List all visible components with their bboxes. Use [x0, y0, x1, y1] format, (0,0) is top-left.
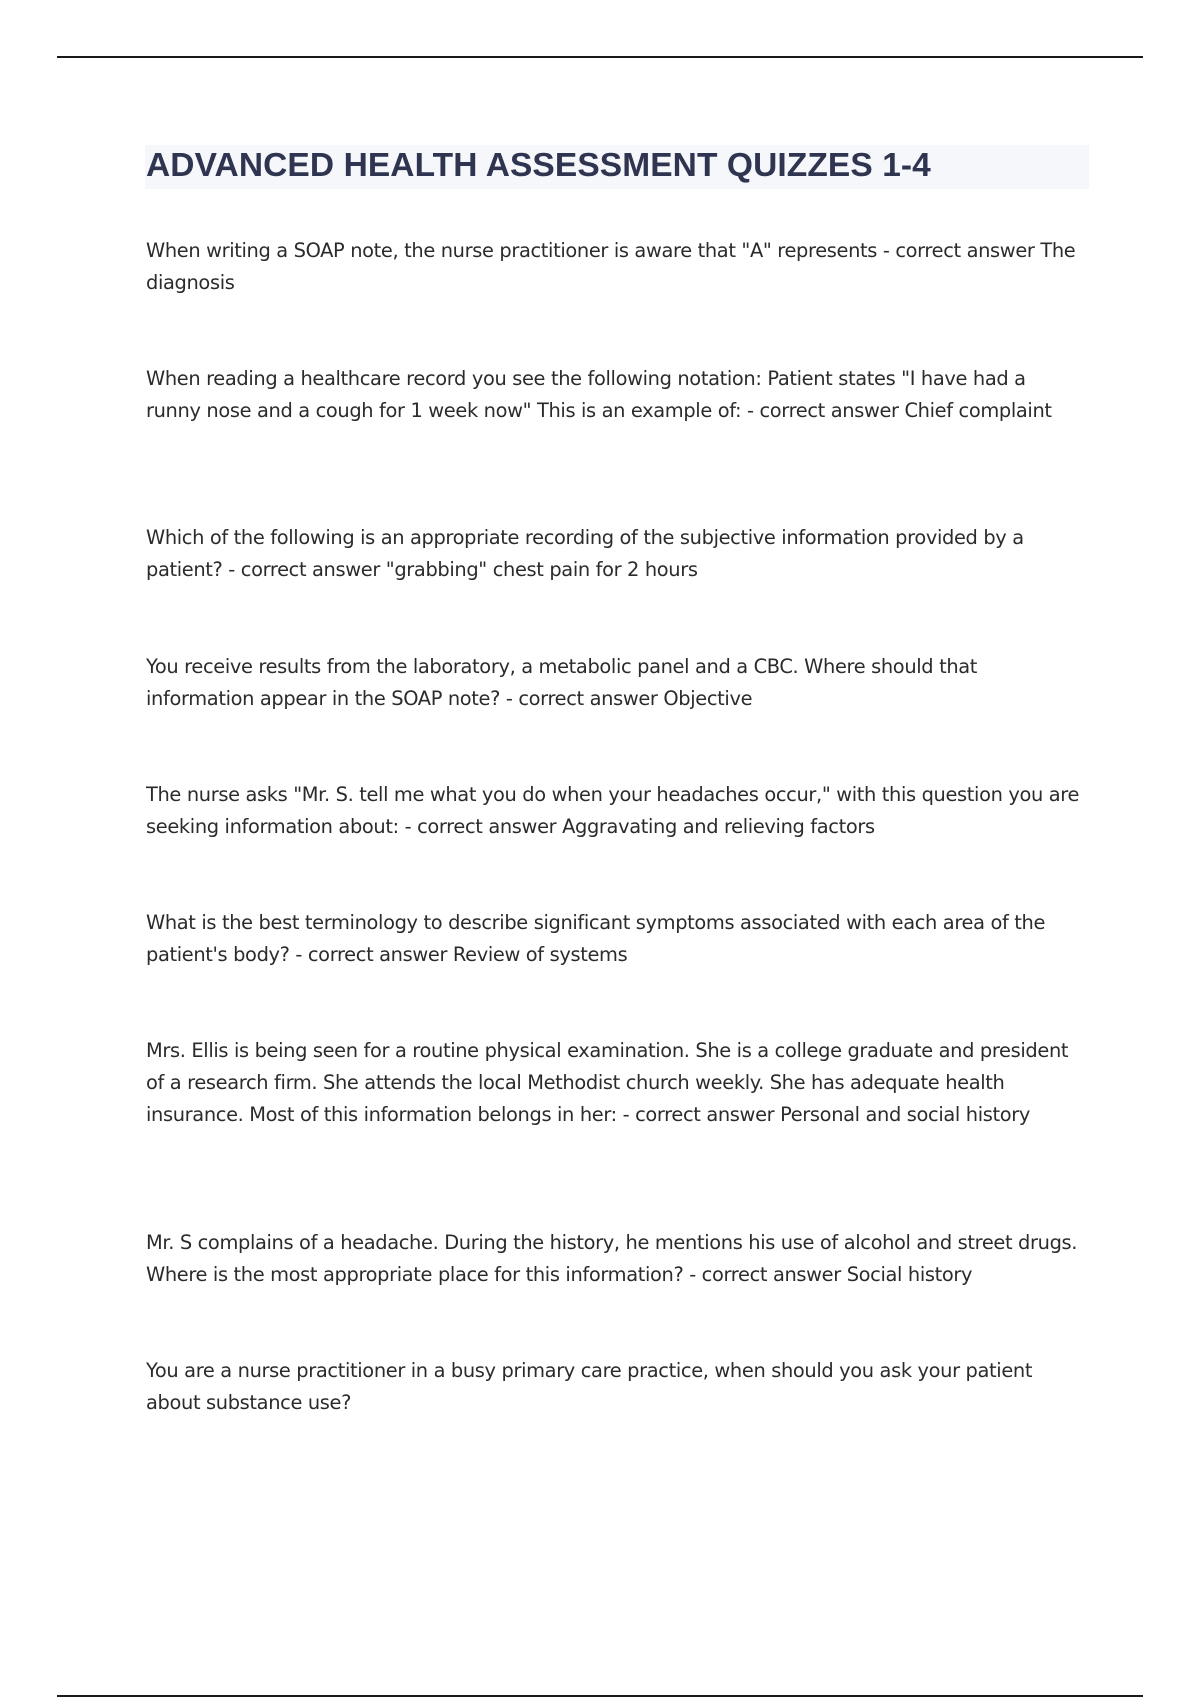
top-rule: [57, 56, 1143, 58]
qa-item: Mr. S complains of a headache. During the history, he mentions his use of alcohol and street drugs. Where is the most appropriate place for this information? - correct answer Social history: [146, 1231, 1078, 1286]
qa-item: The nurse asks "Mr. S. tell me what you do when your headaches occur," with this question you are seeking information about: - correct answer Aggravating and relieving factors: [146, 783, 1080, 838]
qa-item: When reading a healthcare record you see the following notation: Patient states "I have had a runny nose and a cough for 1 week now" This is an example of: - correct answer Chief complaint: [146, 367, 1052, 422]
qa-item: Mrs. Ellis is being seen for a routine physical examination. She is a college graduate and president of a research firm. She attends the local Methodist church weekly. She has adequate health insurance. Most of this information belongs in her: - correct answer Personal and social history: [146, 1039, 1069, 1126]
bottom-rule: [57, 1695, 1143, 1697]
qa-item: What is the best terminology to describe significant symptoms associated with each area of the patient's body? - correct answer Review of systems: [146, 911, 1046, 966]
qa-item: You receive results from the laboratory, a metabolic panel and a CBC. Where should that information appear in the SOAP note? - correct answer Objective: [146, 655, 978, 710]
document-title: ADVANCED HEALTH ASSESSMENT QUIZZES 1-4: [146, 147, 931, 184]
qa-item: Which of the following is an appropriate recording of the subjective information provided by a patient? - correct answer "grabbing" chest pain for 2 hours: [146, 526, 1024, 581]
qa-item: When writing a SOAP note, the nurse practitioner is aware that "A" represents - correct answer The diagnosis: [146, 239, 1076, 294]
qa-item: You are a nurse practitioner in a busy primary care practice, when should you ask your patient about substance use?: [146, 1359, 1033, 1414]
